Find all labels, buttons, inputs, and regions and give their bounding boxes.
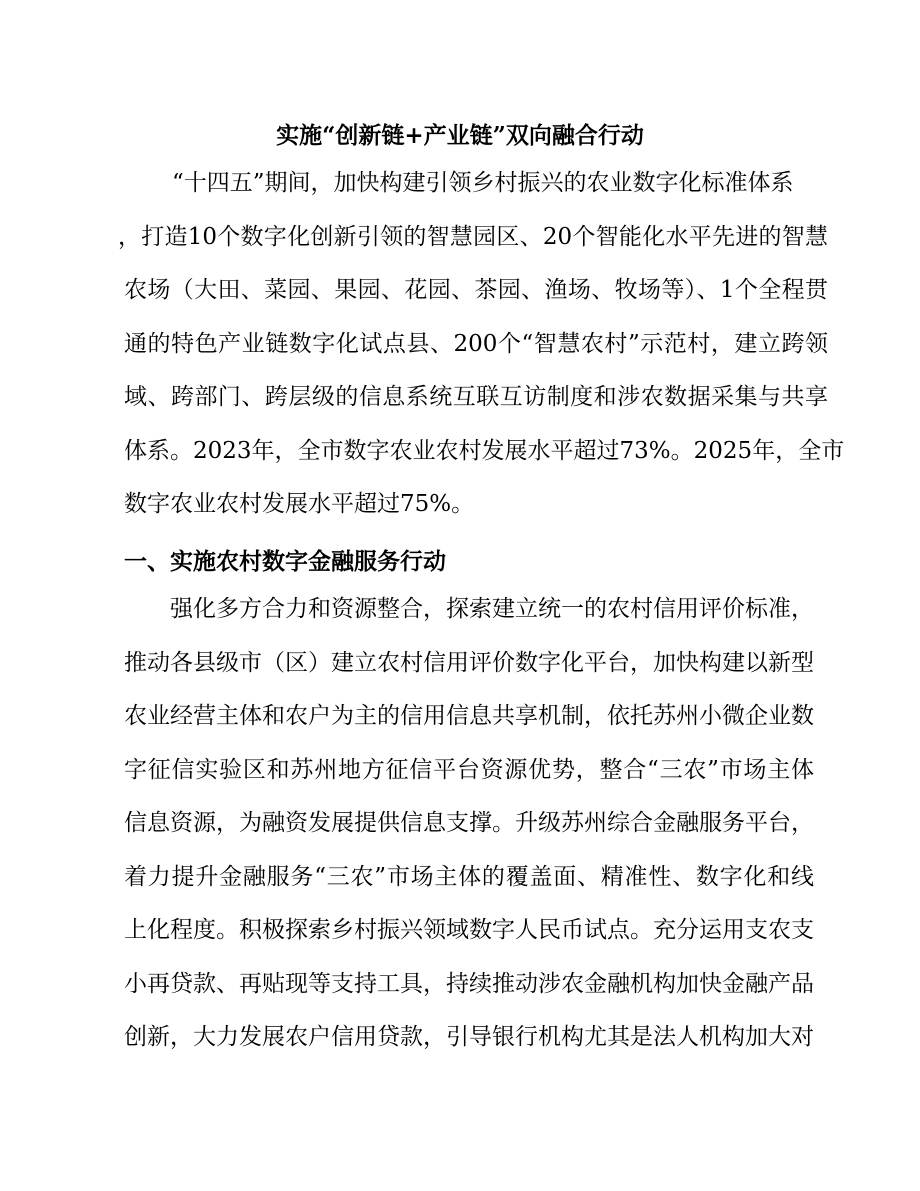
section-paragraph	[124, 583, 814, 1065]
paragraph-line: 着力提升金融服务“三农”市场主体的覆盖面、精准性、数字化和线	[124, 863, 814, 890]
paragraph-line: ，打造10个数字化创新引领的智慧园区、20个智能化水平先进的智慧	[118, 223, 828, 250]
paragraph-line: 小再贷款、再贴现等支持工具，持续推动涉农金融机构加快金融产品	[124, 970, 814, 997]
paragraph-line: 字征信实验区和苏州地方征信平台资源优势，整合“三农”市场主体	[124, 756, 814, 783]
paragraph-line: 上化程度。积极探索乡村振兴领域数字人民币试点。充分运用支农支	[124, 917, 814, 943]
paragraph-line: 信息资源，为融资发展提供信息支撑。升级苏州综合金融服务平台，	[124, 810, 814, 836]
section-heading: 一、实施农村数字金融服务行动	[124, 548, 446, 575]
paragraph-line: 农业经营主体和农户为主的信用信息共享机制，依托苏州小微企业数	[124, 703, 814, 729]
paragraph-line: 数字农业农村发展水平超过75%。	[124, 491, 475, 517]
paragraph-line: “十四五”期间，加快构建引领乡村振兴的农业数字化标准体系	[172, 170, 794, 196]
paragraph-line: 农场（大田、菜园、果园、花园、茶园、渔场、牧场等）、1个全程贯	[124, 277, 828, 303]
paragraph-line: 体系。2023年，全市数字农业农村发展水平超过73%。2025年，全市	[124, 437, 845, 464]
paragraph-line: 推动各县级市（区）建立农村信用评价数字化平台，加快构建以新型	[124, 649, 814, 676]
paragraph-line: 创新，大力发展农户信用贷款，引导银行机构尤其是法人机构加大对	[124, 1024, 814, 1050]
paragraph-line: 通的特色产业链数字化试点县、200个“智慧农村”示范村，建立跨领	[124, 330, 828, 357]
paragraph-line: 强化多方合力和资源整合，探索建立统一的农村信用评价标准，	[170, 596, 814, 622]
document-title: 实施“创新链+产业链”双向融合行动	[276, 122, 644, 149]
intro-paragraph	[118, 157, 845, 532]
paragraph-line: 域、跨部门、跨层级的信息系统互联互访制度和涉农数据采集与共享	[124, 384, 828, 410]
